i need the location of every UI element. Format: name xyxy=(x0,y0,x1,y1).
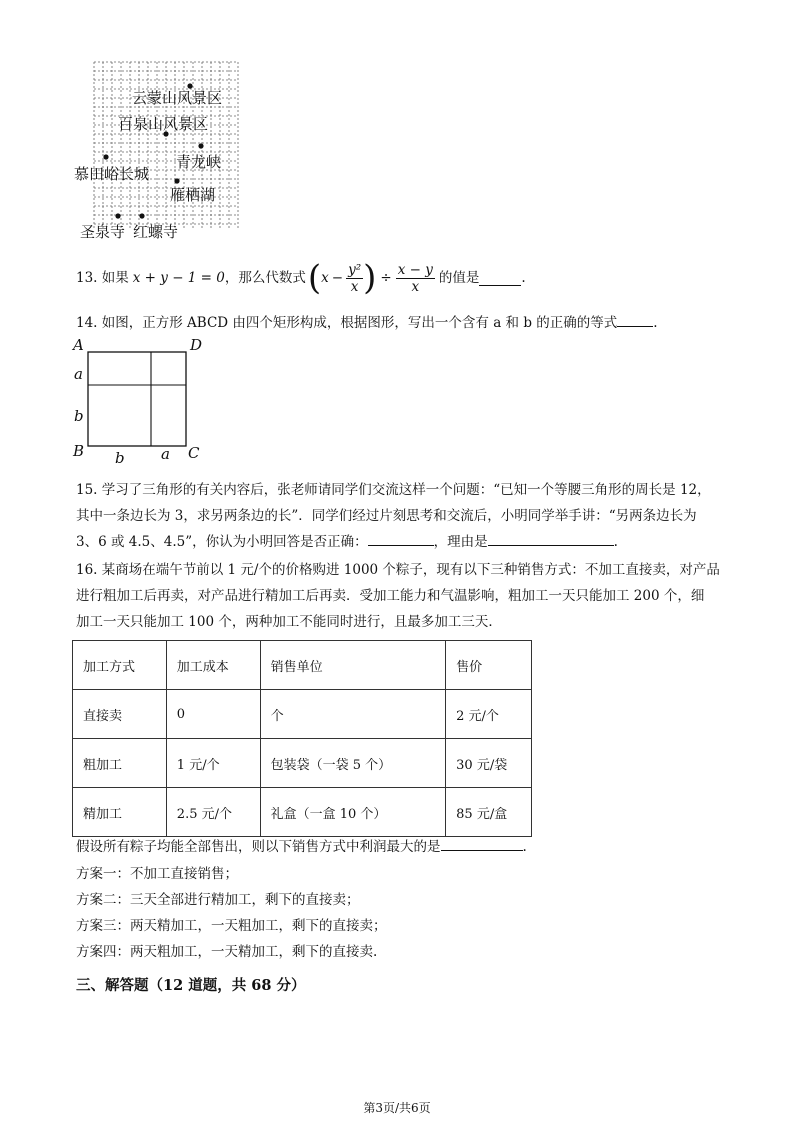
vertex-B: B xyxy=(73,442,85,460)
q13-answer-blank[interactable] xyxy=(479,271,521,286)
table-cell: 2 元/个 xyxy=(446,690,532,739)
q14-end: . xyxy=(653,315,658,331)
table-cell: 1 元/个 xyxy=(166,739,260,788)
table-cell: 个 xyxy=(260,690,446,739)
table-cell: 粗加工 xyxy=(73,739,167,788)
q16-question-text: 假设所有粽子均能全部售出，则以下销售方式中利润最大的是 xyxy=(76,839,441,855)
q13-mid: ，那么代数式 xyxy=(224,270,306,286)
q13-frac2-den: x xyxy=(411,278,420,295)
q15-line-2: 其中一条边长为 3，求另两条边的长”．同学们经过片刻思考和交流后，小明同学举手讲：“另两条边长为 xyxy=(76,508,697,524)
table-row xyxy=(73,739,532,788)
table-header: 加工成本 xyxy=(166,641,260,690)
label-qinglong: 青龙峡 xyxy=(176,153,222,171)
label-a-left: a xyxy=(74,365,83,383)
q16-line-1: 16. 某商场在端午节前以 1 元/个的价格购进 1000 个粽子，现有以下三种销售方式：不加工直接卖，对产品 xyxy=(76,562,720,578)
table-header: 加工方式 xyxy=(73,641,167,690)
label-baiquan: 百泉山风景区 xyxy=(118,115,209,133)
q15-line-3a: 3、6 或 4.5、4.5”，你认为小明回答是否正确： xyxy=(76,534,368,550)
table-cell: 85 元/盒 xyxy=(446,788,532,837)
table-header: 销售单位 xyxy=(260,641,446,690)
question-14 xyxy=(76,312,658,333)
dot-shengquan xyxy=(115,213,120,218)
dot-qinglong xyxy=(198,143,203,148)
sales-table xyxy=(72,640,532,837)
label-hongluo: 红螺寺 xyxy=(133,223,179,241)
question-16 xyxy=(76,557,720,635)
q15-line-3c: . xyxy=(613,534,618,550)
q13-prefix: 13. 如果 xyxy=(76,270,129,286)
q16-answer-blank[interactable] xyxy=(441,836,523,851)
q13-frac1-den: x xyxy=(350,278,359,295)
q13-x: x xyxy=(321,270,329,286)
q15-line-3 xyxy=(76,529,711,555)
option-1: 方案一：不加工直接销售； xyxy=(76,866,238,882)
q15-answer-blank-1[interactable] xyxy=(368,531,434,546)
option-4: 方案四：两天粗加工，一天精加工，剩下的直接卖. xyxy=(76,944,378,960)
table-cell: 2.5 元/个 xyxy=(166,788,260,837)
q14-answer-blank[interactable] xyxy=(617,312,653,327)
q13-divide: ÷ xyxy=(380,270,392,286)
q13-frac1-num: y² xyxy=(348,261,362,278)
question-15 xyxy=(76,477,711,555)
option-3: 方案三：两天精加工，一天粗加工，剩下的直接卖； xyxy=(76,918,387,934)
table-cell: 30 元/袋 xyxy=(446,739,532,788)
dot-hongluo xyxy=(139,213,144,218)
table-header-row xyxy=(73,641,532,690)
q13-left-paren: ( xyxy=(307,258,322,298)
q16-question xyxy=(76,836,527,857)
label-b-left: b xyxy=(74,407,84,425)
table-cell: 包装袋（一袋 5 个） xyxy=(260,739,446,788)
table-cell: 直接卖 xyxy=(73,690,167,739)
q13-fraction-1 xyxy=(346,262,363,295)
question-13 xyxy=(76,260,526,296)
option-2: 方案二：三天全部进行精加工，剩下的直接卖； xyxy=(76,892,360,908)
q13-minus: − xyxy=(331,270,344,286)
label-b-bottom: b xyxy=(115,449,125,467)
q13-condition: x + y − 1 = 0 xyxy=(132,270,225,286)
q13-frac2-num: x − y xyxy=(397,261,433,278)
dot-mutianyu xyxy=(103,154,108,159)
vertex-D: D xyxy=(190,336,203,354)
q16-question-end: . xyxy=(522,839,527,855)
q15-line-3b: ，理由是 xyxy=(433,534,488,550)
table-cell: 0 xyxy=(166,690,260,739)
label-yunmeng: 云蒙山风景区 xyxy=(132,89,223,107)
table-header: 售价 xyxy=(446,641,532,690)
label-yanqi: 雁栖湖 xyxy=(170,186,216,204)
table-cell: 礼盒（一盒 10 个） xyxy=(260,788,446,837)
q16-options xyxy=(76,861,387,965)
q13-suffix: 的值是 xyxy=(438,270,480,286)
q15-line-1: 15. 学习了三角形的有关内容后，张老师请同学们交流这样一个问题：“已知一个等腰三角形的周长是 12， xyxy=(76,482,711,498)
vertex-A: A xyxy=(73,336,84,354)
square-figure xyxy=(70,334,210,467)
table-row xyxy=(73,788,532,837)
q13-right-paren: ) xyxy=(363,258,377,298)
page-footer: 第3页/共6页 xyxy=(363,1101,431,1115)
q13-end: . xyxy=(521,270,526,286)
label-mutianyu: 慕田峪长城 xyxy=(74,165,150,183)
scenic-map xyxy=(70,58,250,248)
label-shengquan: 圣泉寺 xyxy=(80,223,126,241)
table-row xyxy=(73,690,532,739)
label-a-bottom: a xyxy=(161,445,170,463)
q16-line-2: 进行粗加工后再卖，对产品进行精加工后再卖．受加工能力和气温影响，粗加工一天只能加工 200 个，细 xyxy=(76,588,705,604)
q14-text: 14. 如图，正方形 ABCD 由四个矩形构成，根据图形，写出一个含有 a 和 b 的正确的等式 xyxy=(76,315,618,331)
q15-answer-blank-2[interactable] xyxy=(488,531,614,546)
section-3-title: 三、解答题（12 道题，共 68 分） xyxy=(76,977,306,994)
vertex-C: C xyxy=(188,444,200,462)
dot-yanqi xyxy=(174,178,179,183)
table-cell: 精加工 xyxy=(73,788,167,837)
q13-fraction-2 xyxy=(396,262,435,295)
q16-line-3: 加工一天只能加工 100 个，两种加工不能同时进行，且最多加工三天． xyxy=(76,614,502,630)
